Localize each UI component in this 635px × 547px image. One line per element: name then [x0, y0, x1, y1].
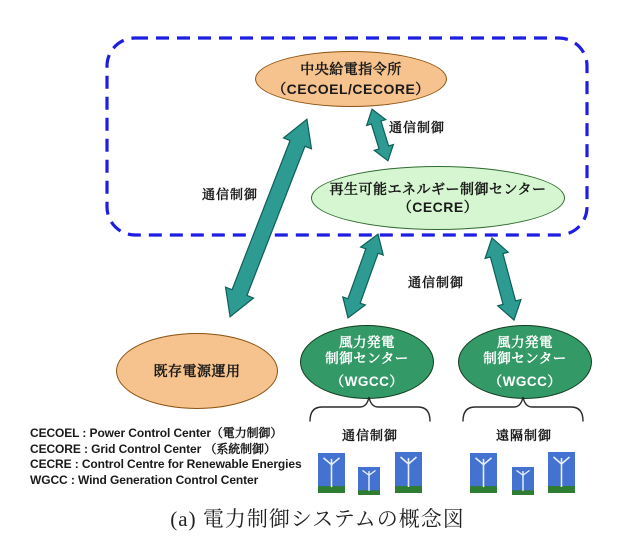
node-existing-label: 既存電源運用 — [153, 362, 241, 379]
legend-line-wgcc: WGCC : Wind Generation Control Center — [30, 472, 259, 487]
brace-right — [463, 397, 583, 421]
wgcc-right-line1: 風力発電 — [497, 334, 553, 350]
wind-turbine-icon — [548, 452, 575, 493]
node-renewable-line1: 再生可能エネルギー制御センター — [329, 180, 547, 197]
wgcc-left-line1: 風力発電 — [339, 334, 395, 350]
arrow-renewable-wind-left — [337, 230, 390, 322]
edge-label-dispatch-renewable: 通信制御 — [389, 120, 446, 135]
legend-line-cecore: CECORE : Grid Control Center （系統制御） — [30, 441, 276, 456]
node-central-dispatch-line1: 中央給電指令所 — [300, 61, 402, 77]
wgcc-left-line3: （WGCC） — [330, 373, 404, 389]
edge-label-dispatch-existing: 通信制御 — [202, 187, 259, 202]
arrow-dispatch-existing — [216, 114, 321, 322]
wind-turbine-icon — [512, 467, 534, 495]
edge-label-renewable-wind: 通信制御 — [408, 275, 465, 290]
wind-turbine-icon — [358, 467, 380, 495]
wind-turbine-icon — [470, 453, 497, 493]
node-central-dispatch-line2: （CECOEL/CECORE） — [272, 81, 430, 97]
node-renewable-line2: （CECRE） — [397, 198, 479, 215]
legend-line-cecoel: CECOEL : Power Control Center（電力制御） — [30, 426, 283, 440]
group-label-communication-control: 通信制御 — [341, 428, 398, 443]
wind-turbine-icon — [395, 452, 422, 493]
wind-turbine-icon — [318, 453, 345, 493]
legend-line-cecre: CECRE : Control Centre for Renewable Energies — [30, 457, 302, 471]
acronym-legend — [30, 426, 302, 488]
wgcc-right-line3: （WGCC） — [488, 373, 562, 389]
wgcc-left-line2: 制御センター — [325, 350, 409, 366]
arrow-renewable-wind-right — [480, 235, 525, 323]
group-label-remote-control: 遠隔制御 — [495, 428, 552, 443]
brace-left — [310, 397, 430, 421]
figure-caption: (a) 電力制御システムの概念図 — [170, 507, 465, 531]
wgcc-right-line2: 制御センター — [483, 350, 567, 366]
